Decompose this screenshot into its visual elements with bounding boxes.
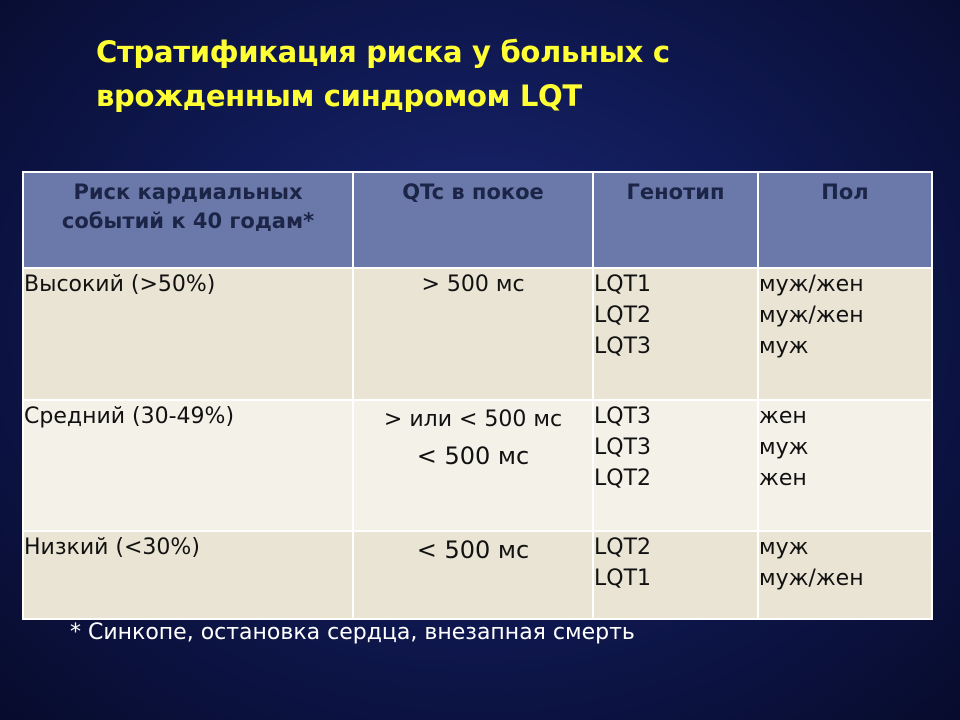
qtc-value: > или < 500 мс [383,407,563,432]
risk-level-cell: Высокий (>50%) [23,268,353,400]
qtc-cell [353,531,593,619]
slide-title-line-2: врожденным синдромом LQT [96,79,582,113]
genotype-value: LQT1 [594,272,652,297]
header-genotype: Генотип [593,172,758,268]
qtc-value: < 500 мс [416,442,530,470]
sex-value: муж/жен [759,272,864,297]
table-row-low-risk [23,531,932,619]
genotype-value: LQT1 [594,566,652,591]
header-risk: Риск кардиальных событий к 40 годам* [23,172,353,268]
sex-value: муж [759,535,809,560]
genotype-cell [593,400,758,531]
slide-title-line-1: Стратификация риска у больных с [96,35,670,69]
table-row-medium-risk [23,400,932,531]
sex-value: муж/жен [759,303,864,328]
genotype-value: LQT2 [594,466,652,491]
sex-value: жен [759,466,807,491]
table-header-row [23,172,932,268]
qtc-cell [353,400,593,531]
genotype-value: LQT3 [594,334,652,359]
genotype-value: LQT2 [594,303,652,328]
genotype-value: LQT3 [594,404,652,429]
header-sex: Пол [758,172,932,268]
sex-cell [758,268,932,400]
genotype-value: LQT3 [594,435,652,460]
sex-cell [758,531,932,619]
qtc-cell [353,268,593,400]
risk-level-cell: Средний (30-49%) [23,400,353,531]
sex-value: жен [759,404,807,429]
sex-value: муж [759,334,809,359]
slide-title [96,30,896,118]
table-row-high-risk [23,268,932,400]
sex-cell [758,400,932,531]
header-qtc: QTc в покое [353,172,593,268]
qtc-value: > 500 мс [421,272,525,297]
sex-value: муж/жен [759,566,864,591]
qtc-value: < 500 мс [416,536,530,564]
genotype-cell [593,531,758,619]
genotype-value: LQT2 [594,535,652,560]
footnote: * Синкопе, остановка сердца, внезапная смерть [70,620,635,645]
genotype-cell [593,268,758,400]
risk-stratification-table [22,171,933,620]
sex-value: муж [759,435,809,460]
risk-level-cell: Низкий (<30%) [23,531,353,619]
